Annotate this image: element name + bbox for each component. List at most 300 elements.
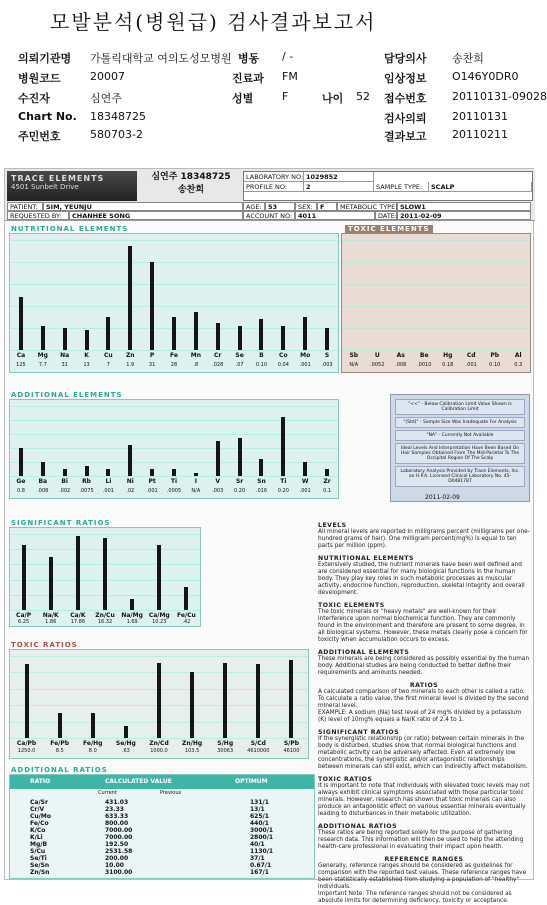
significant-label: Ca/P: [16, 612, 32, 619]
additional-ratio-row: [10, 869, 314, 877]
toxic-value: .001: [465, 362, 477, 368]
additional-label: Ti: [170, 478, 178, 485]
ratios-text: A calculated comparison of two minerals to each other is called a ratio. To calculate a ratio value, the first mineral level is divided by the second mineral level.: [318, 689, 529, 709]
additional-bar: [128, 445, 132, 477]
additional-bar: [303, 462, 307, 476]
ratio-name: K/Co: [30, 827, 46, 834]
age-value: 52: [356, 90, 370, 103]
nutritional-bar: [259, 319, 263, 350]
toxic-value: 0.3: [514, 362, 523, 368]
additional-value: .016: [255, 488, 268, 494]
patient-value: 심연주: [90, 92, 122, 105]
toxic_ratios-label: S/Pb: [283, 740, 300, 747]
ratio-name: Cu/Mo: [30, 813, 51, 820]
ratio-name: Zn/Sn: [30, 869, 50, 876]
additional-label: Rb: [82, 478, 91, 485]
significant-value: .42: [182, 619, 191, 625]
institution-value: 가톨릭대학교 여의도성모병원: [90, 52, 232, 65]
grid-line: [10, 476, 338, 477]
toxic_ratios-label: Ca/Pb: [16, 740, 37, 747]
additional-label: Pt: [148, 478, 156, 485]
toxic_ratios-label: Se/Hg: [115, 740, 136, 747]
interpretation-text: [315, 514, 533, 904]
nutritional-value: .001: [299, 362, 311, 368]
current-header: Current: [98, 790, 117, 796]
additional-bar: [238, 438, 242, 477]
doctor-label: 담당의사: [384, 52, 427, 65]
hair-analysis-report: [4, 168, 534, 904]
lab-no-label: LABORATORY NO:: [246, 173, 304, 181]
grid-line: [10, 462, 338, 463]
requested-label: REQUESTED BY:: [7, 211, 69, 220]
nutritional-bar: [85, 330, 89, 350]
specimen-id-line: 심연주 18348725: [151, 172, 231, 182]
toxic_ratios-value: 46100: [283, 748, 300, 754]
nutritional-label: S: [324, 352, 330, 359]
ratio-optimum: 13/1: [250, 806, 265, 813]
report-header: [5, 169, 535, 221]
nutritional-bar: [194, 312, 198, 351]
additional-label: Sr: [235, 478, 244, 485]
ratio-name: Mg/B: [30, 841, 48, 848]
nutritional-value: 7.7: [38, 362, 47, 368]
additional-bar: [281, 417, 285, 477]
reference-note: Important Note: The reference ranges should not be considered as absolute limits for determining deficiency, toxicity or acceptance.: [318, 891, 512, 904]
additional-bar: [172, 469, 176, 476]
grid-line: [342, 350, 530, 351]
profile-label: PROFILE NO:: [244, 182, 304, 192]
ratio-name: Cr/V: [30, 806, 45, 813]
grid-line: [10, 262, 338, 263]
ratio-value: 192.50: [105, 841, 129, 848]
sex-label: SEX:: [295, 202, 317, 211]
significant-heading: SIGNIFICANT RATIOS: [318, 729, 400, 736]
nutritional-label: Cu: [104, 352, 113, 359]
calib-note: "NA" - Currently Not Available: [395, 430, 525, 441]
additional-bar: [63, 469, 67, 476]
ratio-header: RATIO: [30, 778, 51, 785]
additional-value: .001: [102, 488, 114, 494]
toxic_ratios-value: .63: [121, 748, 130, 754]
additional-bar: [259, 459, 263, 477]
additional-value: 0.20: [277, 488, 289, 494]
patient-info: [7, 202, 533, 220]
additional-ratios-title: ADDITIONAL RATIOS: [11, 766, 108, 774]
toxic-ratios-title: TOXIC RATIOS: [11, 641, 78, 649]
significant-bar: [130, 599, 134, 610]
ratio-value: 3100.00: [105, 869, 133, 876]
additional-ratios-text: These ratios are being reported solely for the purpose of gathering research data. This information will then be used to help the attending health-care professional in evaluating their impact upon health.: [318, 830, 524, 850]
significant-value: 10.23: [152, 619, 167, 625]
specimen-id: [141, 171, 241, 199]
significant-bar: [103, 538, 107, 610]
additional-label: Ni: [126, 478, 134, 485]
additional-value: 0.8: [16, 488, 25, 494]
nutritional-bar: [150, 262, 154, 350]
additional-label: W: [301, 478, 309, 485]
toxic_ratios-label: Fe/Pb: [50, 740, 70, 747]
nutritional-label: P: [149, 352, 155, 359]
levels-text: All mineral levels are reported in milligrams percent (milligrams per one-hundred grams of hair). One milligram percent(mg%) is equal to ten parts per million (ppm).: [318, 529, 530, 549]
lab-name: TRACE ELEMENTS: [11, 174, 105, 183]
significant-bar: [76, 536, 80, 610]
significant-label: Ca/Mg: [148, 612, 170, 619]
ratio-value: 10.00: [105, 862, 124, 869]
toxic-label: Sb: [349, 352, 359, 359]
toxic_ratios-bar: [58, 713, 62, 738]
ratio-optimum: 167/1: [250, 869, 269, 876]
nutritional-label: B: [259, 352, 264, 359]
grid-line: [10, 284, 338, 285]
nutritional-label: Ca: [16, 352, 26, 359]
nutritional-bar: [172, 317, 176, 350]
toxic_ratios-value: 8.0: [88, 748, 97, 754]
significant-value: 16.32: [97, 619, 113, 625]
ratio-optimum: 625/1: [250, 813, 269, 820]
sample-value: SCALP: [429, 182, 532, 192]
nutritional-value: 0.10: [255, 362, 268, 368]
additional-chart: [9, 399, 339, 499]
receipt-no-label: 접수번호: [384, 92, 427, 105]
toxic_ratios-value: 1250.0: [17, 748, 36, 754]
chart-no-value: 18348725: [90, 110, 146, 123]
calib-note: "<<" - Below Calibration Limit Value Shown is Calibration Limit: [395, 399, 525, 415]
nutritional-label: Mg: [37, 352, 48, 359]
sex-value: F: [317, 202, 337, 211]
ratio-optimum: 440/1: [250, 820, 269, 827]
toxic-value: .008: [395, 362, 407, 368]
ward-label: 병동: [238, 52, 260, 65]
requested-value: CHANHEE SONG: [69, 211, 243, 220]
calibration-date: 2011-02-09: [425, 494, 460, 501]
toxic_ratios-value: 103.5: [184, 748, 200, 754]
additional-ratios-heading: ADDITIONAL RATIOS: [318, 823, 398, 830]
grid-line: [342, 262, 530, 263]
report-date-value: 20110211: [452, 128, 508, 141]
nutritional-title: NUTRITIONAL ELEMENTS: [11, 225, 129, 233]
grid-line: [10, 406, 338, 407]
significant-bar: [22, 545, 26, 610]
calibration-legend: [390, 394, 530, 502]
toxic_ratios-bar: [157, 663, 161, 738]
toxic-label: Be: [419, 352, 429, 359]
additional-label: Ge: [16, 478, 26, 485]
patient-label: PATIENT:: [7, 202, 43, 211]
toxic-value: .0052: [370, 362, 385, 368]
nutritional-value: 1.9: [126, 362, 135, 368]
grid-line: [10, 420, 338, 421]
additional-value: .001: [299, 488, 311, 494]
levels-heading: LEVELS: [318, 522, 347, 529]
clinical-info-value: O146Y0DR0: [452, 70, 519, 83]
nutritional-value: 125: [16, 362, 26, 368]
ratios-heading: RATIOS: [409, 682, 439, 689]
nutritional-label: Cr: [214, 352, 222, 359]
resident-no-value: 580703-2: [90, 128, 143, 141]
grid-line: [10, 434, 338, 435]
grid-line: [10, 656, 308, 657]
additional-label: Bi: [61, 478, 68, 485]
toxic-ratios-text: It is important to note that individuals with elevated toxic levels may not always exhibit clinical symptoms associated with those particular toxic minerals. However, research has shown that toxic minerals can also produce an antagonistic effect on various essential minerals eventually leading to disturbances in their metabolic utilization.: [318, 783, 530, 817]
patient-label: 수진자: [18, 92, 50, 105]
ratio-optimum: 0.67/1: [250, 862, 272, 869]
toxic_ratios-bar: [124, 726, 128, 738]
additional-label: Li: [105, 478, 112, 485]
additional-label: Ti: [280, 478, 287, 485]
toxic-label: Al: [514, 352, 522, 359]
additional-value: .02: [126, 488, 135, 494]
calib-note: "(Std)" - Sample Size Was Inadequate For Analysis: [395, 417, 525, 428]
age-label: AGE:: [243, 202, 265, 211]
clinical-info-label: 임상정보: [384, 72, 427, 85]
reference-heading: REFERENCE RANGES: [384, 856, 464, 863]
additional-label: I: [194, 478, 197, 485]
additional-value: 0.1: [323, 488, 332, 494]
chart-no-label: Chart No.: [18, 110, 77, 123]
toxic-ratios-chart: [9, 649, 309, 759]
toxic_ratios-label: Fe/Hg: [83, 740, 103, 747]
institution-label: 의뢰기관명: [18, 52, 72, 65]
additional-value: N/A: [191, 488, 201, 494]
ratio-name: Se/Sn: [30, 862, 50, 869]
toxic_ratios-bar: [289, 660, 293, 738]
ratio-optimum: 2800/1: [250, 834, 274, 841]
significant-chart: [9, 527, 201, 627]
grid-line: [10, 306, 338, 307]
sex-label: 성별: [232, 92, 254, 105]
nutritional-bar: [106, 317, 110, 350]
grid-line: [10, 350, 338, 351]
additional-title: ADDITIONAL ELEMENTS: [11, 391, 123, 399]
ratio-name: K/Li: [30, 834, 43, 841]
toxic_ratios-label: S/Hg: [217, 740, 234, 747]
nutritional-value: 31: [61, 362, 68, 368]
additional-bar: [41, 462, 45, 476]
nutritional-value: .028: [212, 362, 224, 368]
lab-info-table: [243, 171, 533, 201]
nutritional-value: .8: [193, 362, 199, 368]
toxic_ratios-bar: [256, 664, 260, 738]
hospital-code-label: 병원코드: [18, 72, 61, 85]
toxic_ratios-label: Zn/Hg: [182, 740, 203, 747]
account-label: ACCOUNT NO:: [243, 211, 295, 220]
ratio-name: Ca/Sr: [30, 799, 48, 806]
significant-bar: [49, 557, 53, 610]
hospital-code-value: 20007: [90, 70, 125, 83]
additional-bar: [106, 469, 110, 476]
grid-line: [342, 284, 530, 285]
department-value: FM: [282, 70, 298, 83]
nutritional-value: .07: [235, 362, 244, 368]
additional-bar: [325, 469, 329, 476]
significant-label: Ca/K: [70, 612, 86, 619]
receipt-no-value: 20110131-09028: [452, 90, 547, 103]
grid-line: [10, 240, 338, 241]
additional-label: Ba: [38, 478, 48, 485]
header-row: [0, 128, 538, 146]
request-header: [0, 50, 547, 150]
grid-line: [10, 610, 200, 611]
header-row: [0, 70, 538, 88]
ratio-value: 633.33: [105, 813, 129, 820]
nutritional-bar: [303, 317, 307, 350]
nutritional-value: 28: [170, 362, 178, 368]
ratio-optimum: 3000/1: [250, 827, 274, 834]
nutritional-bar: [41, 326, 45, 350]
lab-logo: [7, 171, 137, 201]
lab-address: 4501 Sunbelt Drive: [11, 183, 79, 191]
profile-value: 2: [304, 182, 374, 192]
nutritional-bar: [281, 326, 285, 350]
nutritional-value: .003: [321, 362, 333, 368]
grid-line: [10, 448, 338, 449]
grid-line: [342, 240, 530, 241]
ratio-name: Fe/Co: [30, 820, 49, 827]
ratio-name: Se/Ti: [30, 855, 47, 862]
nutritional-label: Co: [279, 352, 288, 359]
toxic-value: N/A: [349, 362, 359, 368]
calib-note: Laboratory Analysis Provided by Trace Elements, Inc. an H.P.A. Licensed Clinical Laboratory No. 45-D0481787: [395, 466, 525, 487]
toxic_ratios-value: 30063: [217, 748, 234, 754]
additional-value: .0075: [79, 488, 94, 494]
ratio-value: 7000.00: [105, 834, 133, 841]
date-label: DATE:: [375, 211, 397, 220]
toxic-label: Cd: [466, 352, 476, 359]
calib-note: Ideal Levels And Interpretation Have Been Based On Hair Samples Obtained From The Mid-Parietal To The Occipital Region Of The Scalp: [395, 443, 525, 464]
nutritional-text: Extensively studied, the nutrient minerals have been well defined and are considered essential for many biological functions in the human body. They play key roles in such metabolic processes as muscular activity, endocrine function, reproduction, skeletal integrity and overall development.: [318, 562, 525, 596]
reference-text: Generally, reference ranges should be considered as guidelines for comparison with the reported test values. These reference ranges have been statistically established from studying a population of "healthy" individuals.: [318, 863, 527, 890]
department-label: 진료과: [232, 72, 264, 85]
toxic-value: 0.18: [442, 362, 454, 368]
significant-value: 6.25: [18, 619, 30, 625]
ratios-example: EXAMPLE: A sodium (Na) test level of 24 mg% divided by a potassium (K) level of 10mg% equals a Na/K ratio of 2.4 to 1.: [318, 710, 522, 723]
additional-value: .001: [146, 488, 158, 494]
ratio-optimum: 131/1: [250, 799, 269, 806]
specimen-id-line: 송찬희: [177, 185, 205, 195]
significant-value: 1.86: [45, 619, 57, 625]
toxic_ratios-value: 4610000: [247, 748, 270, 754]
ratio-value: 23.33: [105, 806, 124, 813]
toxic-value: .0010: [417, 362, 432, 368]
document-title: 모발분석(병원급) 검사결과보고서: [50, 10, 377, 34]
nutritional-bar: [19, 297, 23, 350]
previous-header: Previous: [160, 790, 182, 796]
nutritional-value: 31: [148, 362, 156, 368]
additional-text: These minerals are being considered as possibly essential by the human body. Additional studies are being conducted to better define their requirements and amounts needed.: [318, 656, 530, 676]
resident-no-label: 주민번호: [18, 130, 61, 143]
additional-value: .002: [59, 488, 71, 494]
additional-value: .0005: [166, 488, 182, 494]
ratio-optimum: 40/1: [250, 841, 265, 848]
toxic-ratios-heading: TOXIC RATIOS: [318, 776, 373, 783]
nutritional-bar: [63, 328, 67, 350]
significant-bar: [184, 587, 188, 610]
nutritional-value: 13: [83, 362, 90, 368]
ratio-optimum: 37/1: [250, 855, 265, 862]
nutritional-label: Mo: [300, 352, 311, 359]
additional-value: 0.20: [234, 488, 246, 494]
significant-text: If the synergistic relationship (or ratio) between certain minerals in the body is disturbed, studies show that normal biological functions and metabolic activity can be adversely affected. Even at extremely low concentrations, the synergistic and/or antagonistic relationships between minerals can still exist, which can indirectly affect metabolism.: [318, 736, 528, 770]
nutritional-label: Na: [60, 352, 70, 359]
nutritional-bar: [216, 323, 220, 351]
header-row: [0, 110, 538, 128]
request-date-value: 20110131: [452, 110, 508, 123]
header-row: [0, 90, 547, 108]
age-value: 53: [265, 202, 295, 211]
additional-bar: [19, 448, 23, 476]
toxic_ratios-bar: [190, 672, 194, 738]
additional-bar: [216, 441, 220, 476]
lab-no-value: 1029852: [304, 172, 374, 182]
sample-label: SAMPLE TYPE:: [374, 182, 429, 192]
nutritional-bar: [325, 328, 329, 350]
ratio-value: 200.00: [105, 855, 129, 862]
report-date-label: 결과보고: [384, 130, 427, 143]
toxic-label: As: [396, 352, 405, 359]
ratio-optimum: 1130/1: [250, 848, 274, 855]
nutritional-label: Se: [235, 352, 244, 359]
grid-line: [10, 534, 200, 535]
ward-value: / -: [282, 50, 294, 63]
nutritional-chart: [9, 233, 339, 373]
nutritional-heading: NUTRITIONAL ELEMENTS: [318, 555, 414, 562]
patient-value: SIM, YEUNJU: [43, 202, 243, 211]
toxic_ratios-label: S/Cd: [250, 740, 266, 747]
additional-ratios-table: [9, 774, 315, 879]
toxic-label: Hg: [443, 352, 453, 359]
optimum-header: OPTIMUM: [235, 778, 268, 785]
date-value: 2011-02-09: [397, 211, 531, 220]
ratio-value: 431.03: [105, 799, 129, 806]
ratio-name: S/Cu: [30, 848, 46, 855]
significant-label: Zn/Cu: [95, 612, 115, 619]
toxic_ratios-bar: [91, 713, 95, 738]
nutritional-label: Zn: [125, 352, 135, 359]
doctor-value: 송찬희: [452, 52, 484, 65]
significant-bar: [157, 545, 161, 610]
additional-value: .003: [212, 488, 224, 494]
account-value: 4011: [295, 211, 375, 220]
metabolic-label: METABOLIC TYPE:: [337, 202, 397, 211]
additional-bar: [194, 473, 198, 477]
significant-label: Na/K: [42, 612, 59, 619]
toxic-title: TOXIC ELEMENTS: [345, 225, 433, 233]
additional-ratios-header: [10, 775, 314, 789]
toxic_ratios-value: 1000.0: [150, 748, 168, 754]
significant-value: 1.69: [126, 619, 138, 625]
toxic-chart: [341, 233, 531, 373]
toxic-value: 0.10: [489, 362, 501, 368]
additional-heading: ADDITIONAL ELEMENTS: [318, 649, 410, 656]
nutritional-value: 0.04: [277, 362, 289, 368]
additional-value: .008: [37, 488, 49, 494]
request-date-label: 검사의뢰: [384, 112, 427, 125]
toxic_ratios-bar: [223, 663, 227, 738]
grid-line: [10, 738, 308, 739]
sex-value: F: [282, 90, 289, 103]
nutritional-bar: [128, 246, 132, 351]
toxic_ratios-label: Zn/Cd: [149, 740, 169, 747]
ratio-value: 2531.58: [105, 848, 133, 855]
grid-line: [342, 328, 530, 329]
significant-value: 17.86: [70, 619, 86, 625]
significant-label: Na/Mg: [121, 612, 143, 619]
toxic_ratios-bar: [25, 664, 29, 738]
additional-label: Zr: [323, 478, 331, 485]
grid-line: [342, 306, 530, 307]
toxic-label: Pb: [490, 352, 500, 359]
age-label: 나이: [322, 92, 344, 105]
